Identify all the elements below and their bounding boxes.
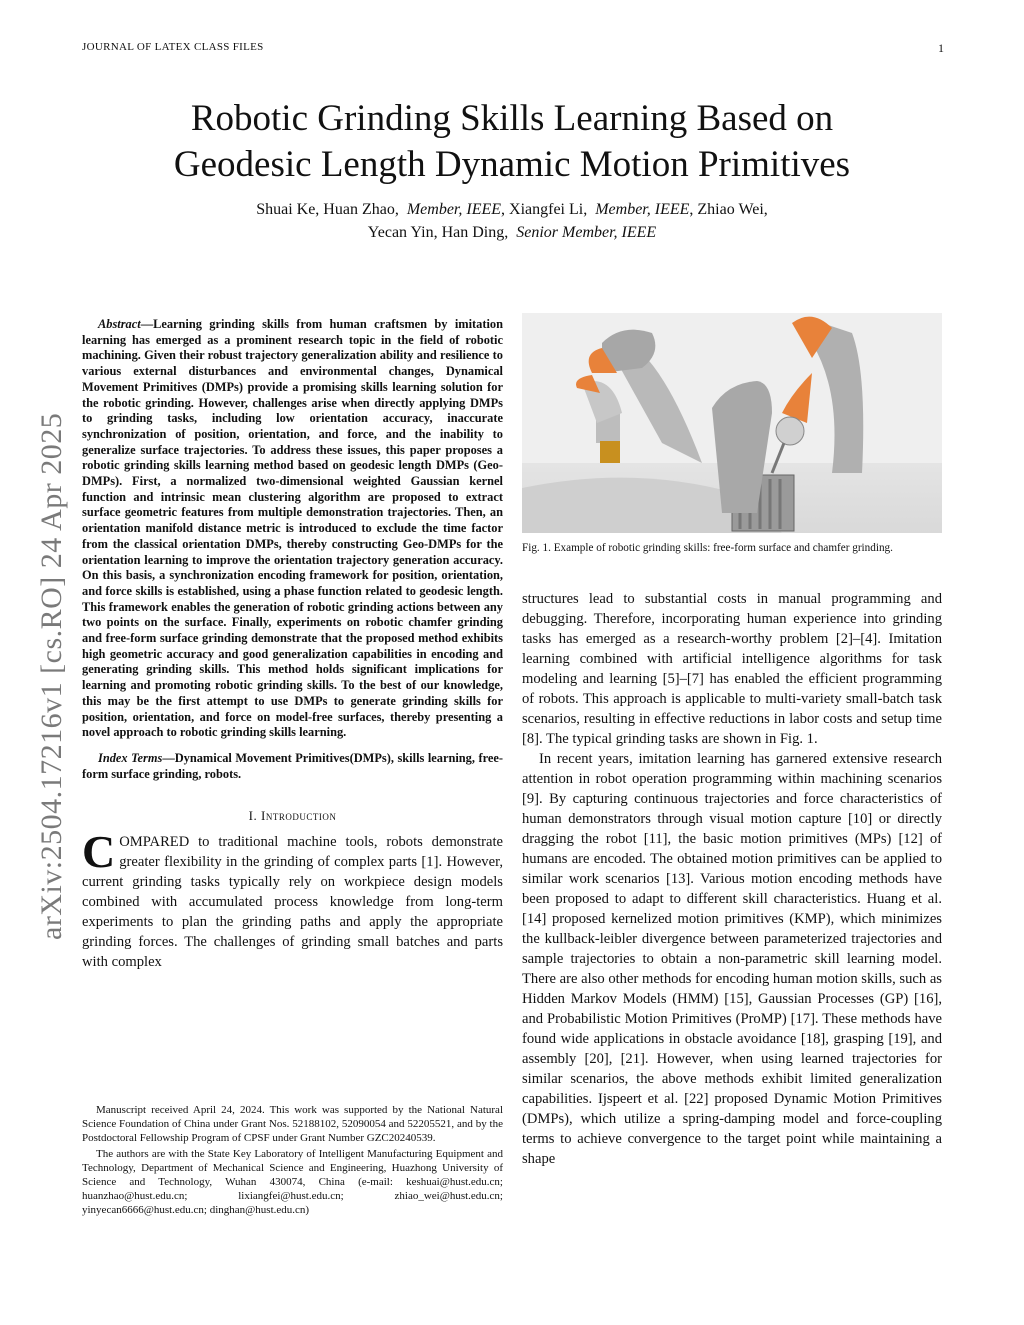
robot-arms-illustration — [522, 313, 942, 533]
footnote-affiliation: The authors are with the State Key Laboratory of Intelligent Manufacturing Equipment and Technology, Department of Mechanical Science and Engineering, Huazhong University of Science and Technology, Wuhan 430074, China (e-mail: keshuai@hust.edu.cn; huanzhao@hust.edu.cn; lixiangfei@hust.edu.cn; zhiao_wei@hust.edu.cn; yinyecan6666@hust.edu.cn; dinghan@hust.edu.cn) — [82, 1148, 503, 1216]
abstract-text: —Learning grinding skills from human craftsmen by imitation learning has emerged as a prominent research topic in the field of robotic machining. Given their robust trajectory generalization ability and resilience to various external disturbances and environmental changes, Dynamical Movement Primitives (DMPs) provide a promising skills learning solution for the robotic grinding. However, challenges arise when directly applying DMPs to grinding tasks, including low orientation accuracy, inaccurate synchronization of position, orientation, and force, and the inability to generalize surface trajectories. To address these issues, this paper proposes a robotic grinding skills learning method based on geodesic length DMPs (Geo-DMPs). First, a normalized two-dimensional weighted Gaussian kernel function and intrinsic mean clustering algorithm are proposed to extract surface geometric features from multiple demonstration trajectories. Then, an orientation manifold distance metric is introduced to exclude the time factor from the classical orientation DMPs, thereby constructing Geo-DMPs for the orientation learning to improve the orientation trajectory generation accuracy. On this basis, a synchronization encoding framework for position, orientation, and force skills is established, using a phase function related to geodesic length. This framework enables the generation of robotic grinding actions between any two points on the surface. Finally, experiments on robotic chamfer grinding and free-form surface grinding demonstrate that the proposed method exhibits high geometric accuracy and good generalization capabilities in encoding and generating grinding skills. This method holds significant implications for learning and promoting robotic grinding skills. To the best of our knowledge, this may be the first attempt to use DMPs to generate grinding skills for position, orientation, and force on model-free surfaces, thereby presenting a novel approach to robotic grinding skills learning. — [82, 317, 503, 740]
abstract — [82, 317, 503, 741]
author-line-1 — [82, 198, 942, 221]
introduction-text: OMPARED to traditional machine tools, robots demonstrate greater flexibility in the grinding of complex parts [1]. However, current grinding tasks typically rely on workpiece design models combined with accumulated process knowledge from long-term experiments to plan the grinding paths and apply the appropriate grinding forces. The challenges of grinding small batches and parts with complex — [82, 834, 503, 971]
page-number: 1 — [938, 41, 944, 55]
footnotes — [82, 1103, 503, 1219]
running-header: JOURNAL OF LATEX CLASS FILES — [82, 41, 264, 53]
author-role-1: Member, IEEE — [406, 201, 502, 218]
author-names-3: , Zhiao Wei, — [689, 201, 768, 218]
author-role-2: Member, IEEE — [595, 201, 690, 218]
author-names-1: Shuai Ke, Huan Zhao, — [256, 201, 399, 218]
footnote-funding: Manuscript received April 24, 2024. This work was supported by the National Natural Science Foundation of China under Grant Nos. 52188102, 52090054 and 52205521, and by the Postdoctoral Fellowship Program of CPSF under Grant Number GZC20240539. — [82, 1104, 503, 1144]
title-line-2: Geodesic Length Dynamic Motion Primitives — [173, 144, 851, 185]
introduction-paragraph — [82, 826, 503, 972]
author-list — [82, 198, 942, 244]
right-column — [522, 313, 942, 1169]
title-line-1: Robotic Grinding Skills Learning Based on — [190, 98, 834, 139]
index-terms-label: Index Terms — [98, 750, 163, 765]
arxiv-stamp: arXiv:2504.17216v1 [cs.RO] 24 Apr 2025 — [35, 412, 68, 940]
author-names-2: , Xiangfei Li, — [501, 201, 588, 218]
paper-title — [82, 96, 942, 188]
right-column-text — [522, 589, 942, 1169]
author-names-4: Yecan Yin, Han Ding, — [367, 224, 509, 241]
left-column — [82, 317, 503, 972]
author-role-3: Senior Member, IEEE — [516, 224, 657, 241]
figure-1-caption: Fig. 1. Example of robotic grinding skills: free-form surface and chamfer grinding. — [522, 542, 893, 554]
index-terms — [82, 751, 503, 782]
section-heading-introduction: I. Introduction — [248, 808, 337, 824]
paragraph-recent-years: In recent years, imitation learning has garnered extensive research attention in robot operation programming within machining scenarios [9]. By capturing continuous trajectories and force characteristics of human demonstrators through visual motion capture [10] or directly dragging the robot [11], the basic motion primitives (MPs) [12] of humans are encoded. The obtained motion primitives can be applied to similar work scenarios [13]. Various motion encoding methods have been proposed to adapt to different skill characteristics. Huang et al. [14] proposed kernelized motion primitives (KMP), which minimizes the kullback-leibler divergence between parameterized trajectories and sample trajectories to obtain a non-parametric skill learning model. There are also other methods for encoding human motion skills, such as Hidden Markov Models (HMM) [15], Gaussian Processes (GP) [16], and Probabilistic Motion Primitives (ProMP) [17]. These methods have found wide applications in obstacle avoidance [18], grasping [19], and assembly [20], [21]. However, when using learned trajectories for similar scenarios, the above methods exhibit limited generalization capabilities. Ijspeert et al. [22] proposed Dynamic Motion Primitives (DMPs), which utilize a spring-damping model and force-coupling terms to achieve convergence to the target point while maintaining a shape — [522, 751, 942, 1167]
index-terms-text: —Dynamical Movement Primitives(DMPs), skills learning, free-form surface grinding, robots. — [82, 750, 503, 781]
figure-robot-grinding — [522, 313, 942, 533]
paragraph-structures: structures lead to substantial costs in manual programming and debugging. Therefore, incorporating human experience into grinding tasks has emerged as a research-worthy problem [2]–[4]. Imitation learning combined with artificial intelligence algorithms for task modeling and learning [5]–[7] has enabled the efficient programming of robots. This approach is applicable to multi-variety small-batch task scenarios, resulting in effective reductions in labor costs and setup time [8]. The typical grinding tasks are shown in Fig. 1. — [522, 591, 942, 747]
abstract-label: Abstract — [98, 317, 141, 331]
author-line-2 — [82, 221, 942, 244]
drop-cap: C — [82, 826, 116, 878]
